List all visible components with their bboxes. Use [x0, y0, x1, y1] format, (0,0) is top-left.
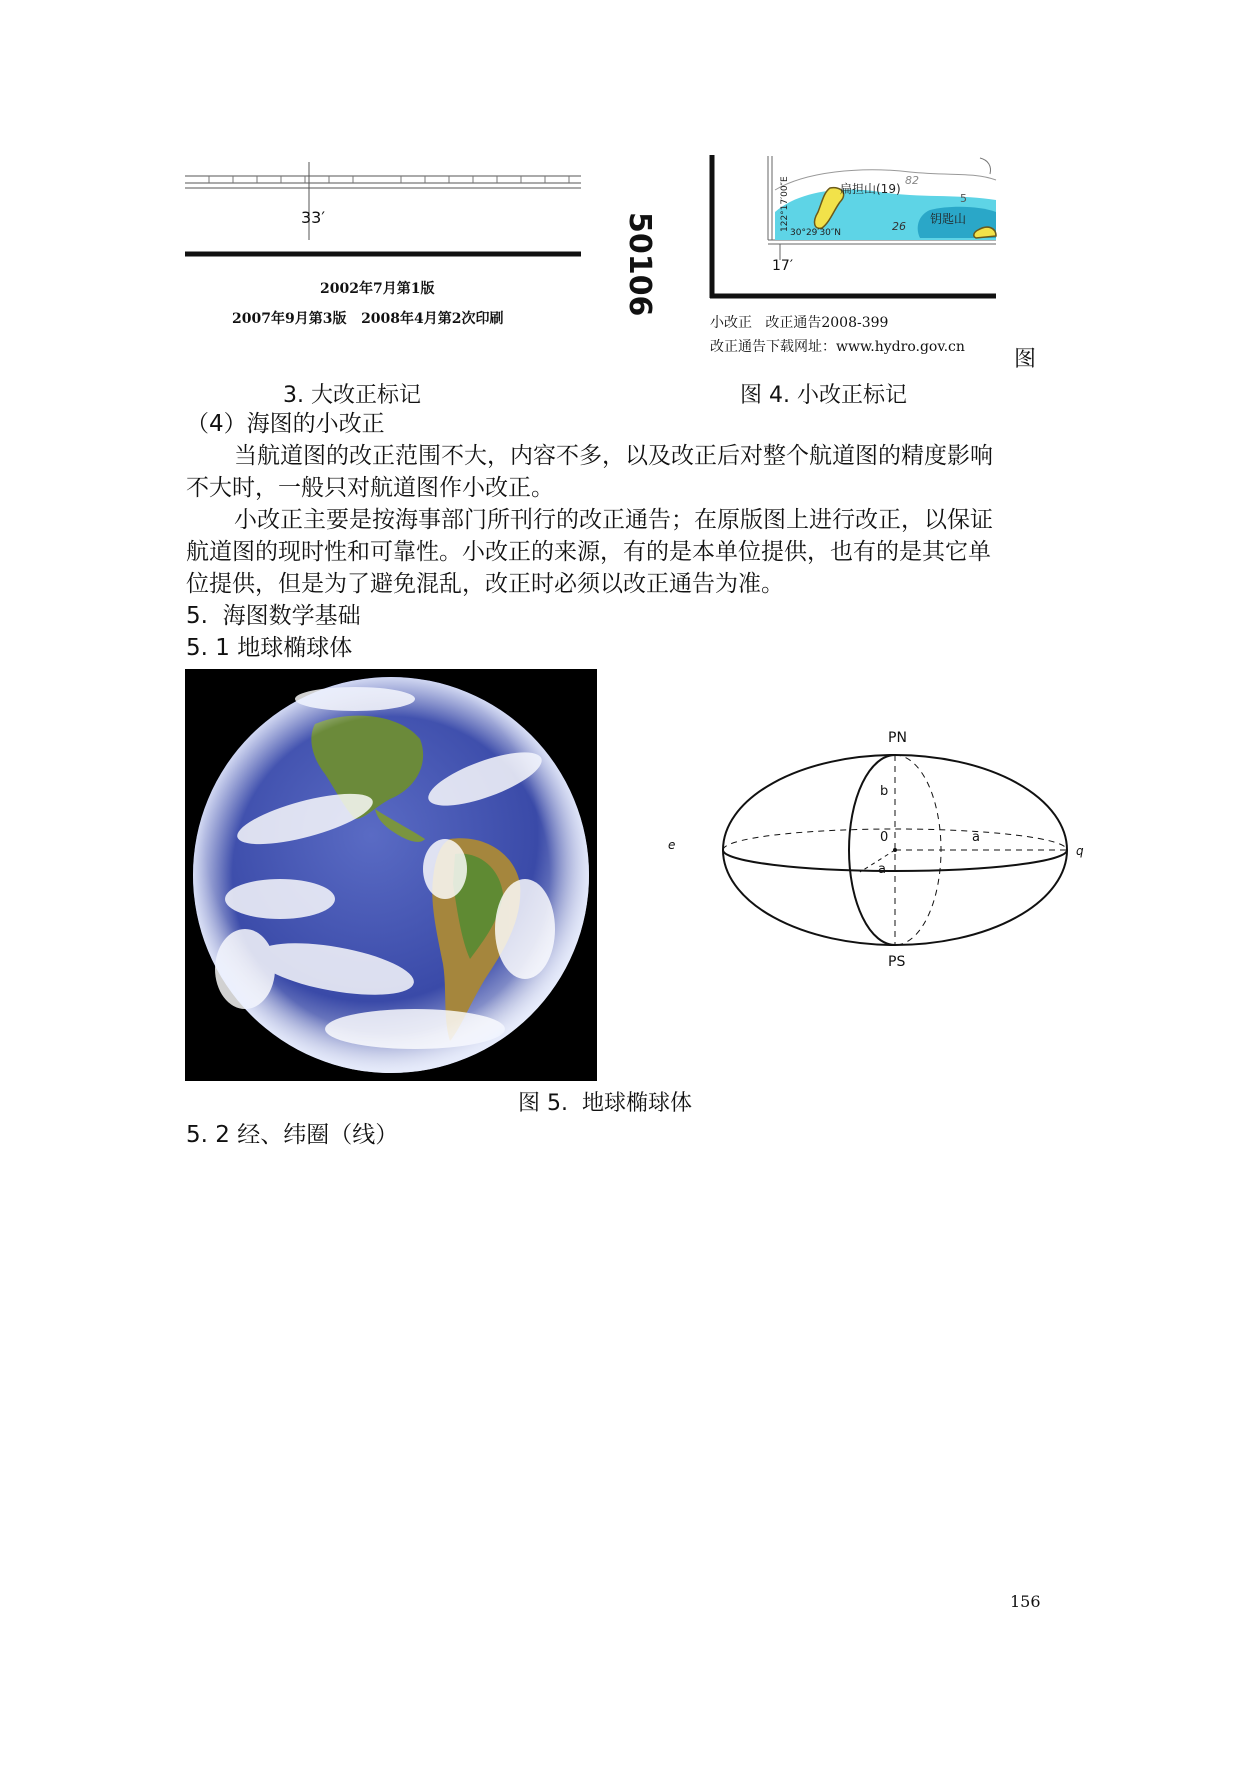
- para1-line2: 不大时，一般只对航道图作小改正。: [186, 475, 554, 501]
- trailing-figure-char: 图: [1014, 347, 1037, 372]
- caption-fig3: 3. 大改正标记: [283, 383, 421, 408]
- edition-line-1: 2002年7月第1版: [320, 281, 435, 297]
- label-semi-major-a: a: [972, 830, 980, 845]
- heading-lat-lon: 5. 2 经、纬圈（线）: [186, 1122, 399, 1148]
- place-label-2: 钥匙山: [930, 212, 967, 226]
- heading-ellipsoid: 5. 1 地球椭球体: [186, 635, 353, 661]
- place-label-1: 扁担山(19): [840, 182, 901, 196]
- chart-border-lines: [185, 150, 585, 260]
- chart-number: 50106: [622, 212, 657, 317]
- figure-large-correction: [185, 150, 585, 340]
- earth-photo: [185, 669, 597, 1081]
- heading-small-correction: （4）海图的小改正: [186, 411, 385, 437]
- label-north-pole: PN: [888, 730, 907, 746]
- lat-label: 30°29′30″N: [790, 228, 841, 238]
- heading-math-basis: 5. 海图数学基础: [186, 603, 361, 629]
- para2-line1: 小改正主要是按海事部门所刊行的改正通告；在原版图上进行改正，以保证: [234, 507, 993, 533]
- label-q: q: [1076, 844, 1084, 858]
- label-center-o: 0: [880, 830, 889, 845]
- page-number: 156: [1010, 1592, 1041, 1611]
- earth-globe: [185, 669, 597, 1081]
- label-south-pole: PS: [888, 954, 906, 970]
- caption-fig5: 图 5. 地球椭球体: [518, 1091, 692, 1116]
- ellipsoid-drawing: [680, 720, 1100, 980]
- coord-label-17: 17′: [772, 258, 793, 274]
- edition-line-2: 2007年9月第3版 2008年4月第2次印刷: [232, 311, 504, 327]
- lon-label: 122°17′00″E: [780, 176, 790, 232]
- depth-label-1: 82: [905, 174, 919, 187]
- download-url: 改正通告下载网址：www.hydro.gov.cn: [710, 339, 965, 355]
- depth-label-2: 26: [892, 220, 906, 233]
- para2-line2: 航道图的现时性和可靠性。小改正的来源，有的是本单位提供，也有的是其它单: [186, 539, 991, 565]
- para1-line1: 当航道图的改正范围不大，内容不多，以及改正后对整个航道图的精度影响: [234, 443, 993, 469]
- ellipsoid-diagram: [668, 720, 1100, 980]
- depth-label-3: 5: [960, 192, 967, 205]
- label-e: e: [668, 838, 676, 852]
- para2-line3: 位提供，但是为了避免混乱，改正时必须以改正通告为准。: [186, 571, 784, 597]
- label-radius-a: a: [878, 862, 886, 877]
- label-semi-minor-b: b: [880, 784, 889, 799]
- coord-label: 33′: [301, 208, 325, 227]
- caption-fig4: 图 4. 小改正标记: [740, 383, 907, 408]
- correction-notice: 小改正 改正通告2008-399: [710, 315, 889, 331]
- figure-small-correction: [622, 150, 1030, 355]
